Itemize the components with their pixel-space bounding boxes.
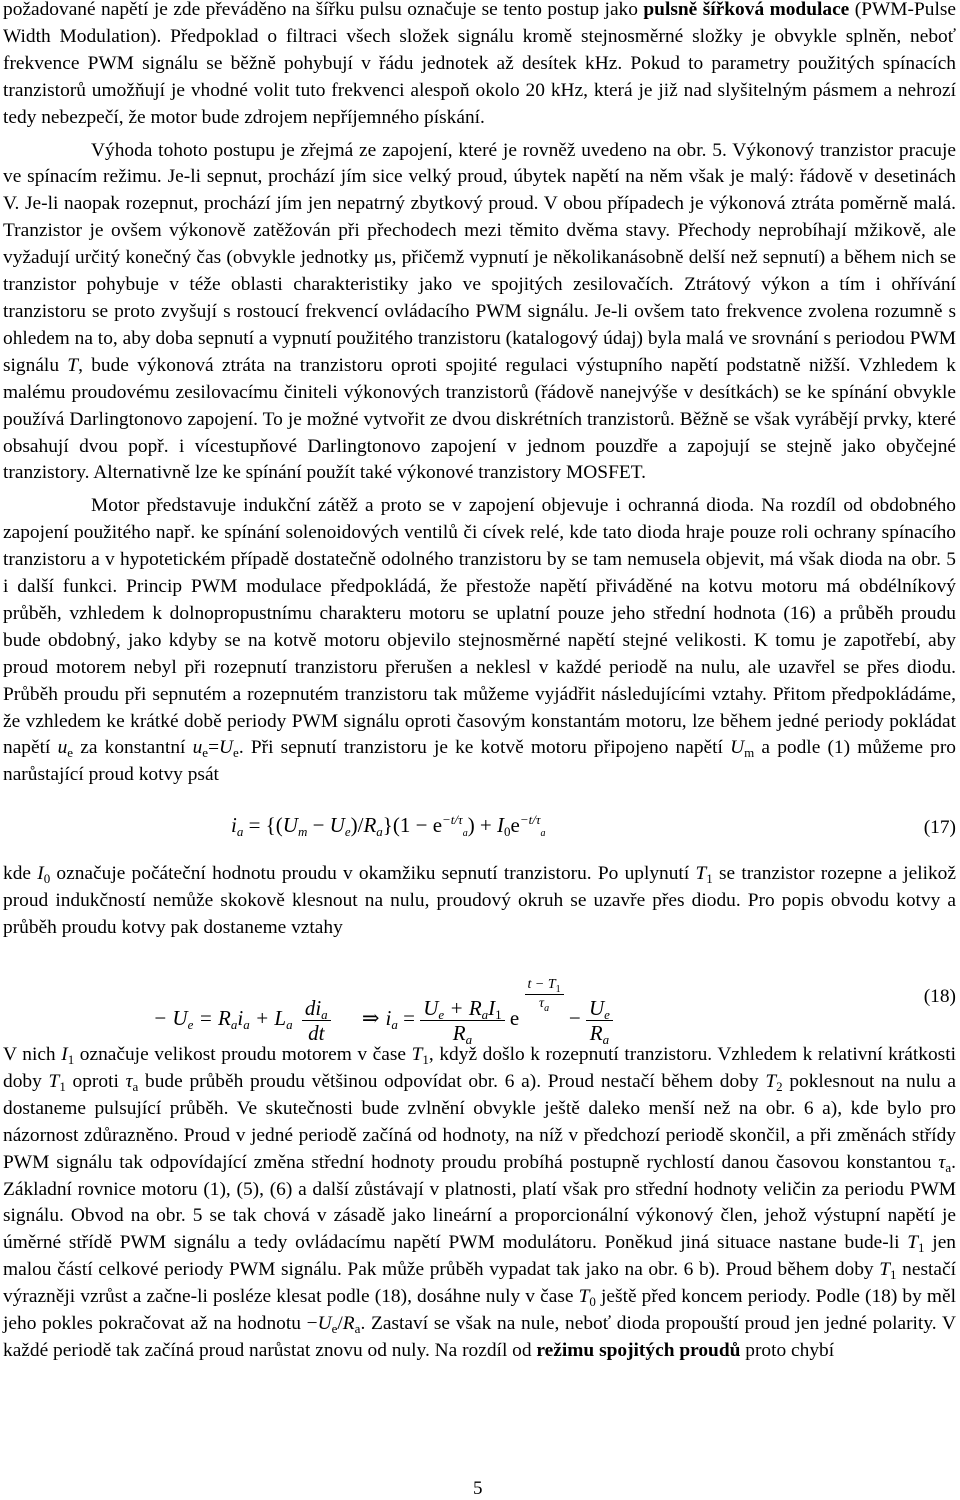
text: za konstantní — [73, 737, 193, 759]
text: se tranzistor rozepne a jelikož proud indukčností nemůže skokově klesnout na nulu, proudový okruh se uzavře přes diodu. Pro popis obvodu kotvy a průběh proudu kotvy pak dostaneme vztahy — [3, 863, 956, 939]
paragraph-transistor — [3, 138, 956, 488]
text: kde — [3, 863, 38, 885]
equation-body: $i_a = \{(U_m - U_e)/R_a\}(1 - e^{-t/\tau}_a) + I_0e^{-t/\tau}_a$ — [231, 812, 546, 840]
text: požadované napětí je zde převáděno na šířku pulsu označuje se tento postup jako — [3, 0, 644, 20]
subscript: e — [67, 745, 74, 761]
subscript: m — [744, 745, 755, 761]
document-page — [3, 0, 956, 1365]
subscript: 1 — [706, 871, 713, 887]
equation-number: (18) — [923, 986, 956, 1007]
text: označuje počáteční hodnotu proudu v okamžiku sepnutí tranzistoru. Po uplynutí — [50, 863, 696, 885]
equation-number: (17) — [923, 817, 956, 839]
text: . Při sepnutí tranzistoru je ke kotvě motoru připojeno napětí — [238, 737, 731, 759]
subscript: e — [233, 745, 239, 761]
equation-18 — [3, 946, 956, 1047]
subscript: e — [202, 745, 209, 761]
symbol: u — [57, 737, 68, 759]
text: (PWM-Pulse Width Modulation). Předpoklad o filtraci všech složek signálu kromě stejnosměrné složky je obvykle splněn, neboť frekvence PWM signálu se běžně pohybují v řádu jednotek až desítek kHz. Pokud to parametry použitých spínacích tranzistorů umožňují je vhodné volit tuto frekvenci alespoň okolo 20 kHz, která je již nad slyšitelným pásmem a nehrozí tedy nebezpečí, že motor bude zdrojem nepříjemného pískání. — [3, 0, 956, 128]
paragraph-pwm-intro — [3, 0, 956, 132]
symbol: T — [695, 863, 707, 885]
symbol: T — [67, 354, 79, 376]
paragraph-current-course: V nich $I_1$ označuje velikost proudu motorem v čase $T_1$, když došlo k rozepnutí tranzistoru. Vzhledem k relativní krátkosti doby $T_1$ oproti $\tau_a$ bude průběh proudu většinou odpovídat obr. 6 a). Proud nestačí během doby $T_2$ poklesnout na nulu a dostaneme pulsující průběh. Ve skutečnosti bude zvlnění obvykle ještě daleko menší než na obr. 6 a), kde bylo pro názornost zdůrazněno. Proud v jedné periodě začíná od hodnoty, na níž v předchozí periodě skončil, a při změnách střídy PWM signálu tak odpovídající změna střední hodnoty proudu probíhá postupně rychlostí danou časovou konstantou $\tau_a$. Základní rovnice motoru (1), (5), (6) a další zůstávají v platnosti, platí však pro střední hodnoty veličin za periodu PWM signálu. Obvod na obr. 5 se tak chová v zásadě jako lineární a proporcionální výkonový člen, jehož výstupní napětí je úměrné střídě PWM signálu a tedy ovládacímu napětí PWM modulátoru. Poněkud jiná situace nastane bude-li $T_1$ jen malou částí celkové periody PWM signálu. Pak může průběh vypadat tak jako na obr. 6 b). Proud během doby $T_1$ nestačí výrazněji vzrůst a začne-li posléze klesat podle (18), dosáhne nuly v čase $T_0$ ještě před koncem periody. Podle (18) by měl jeho pokles pokračovat až na hodnotu $-U_e/R_a$. Zastaví se však na nule, neboť dioda propouští proud jen jedné polarity. V každé periodě tak začíná proud narůstat znovu od nuly. Na rozdíl od režimu spojitých proudů proto chybí — [3, 1044, 957, 1361]
text: Výhoda tohoto postupu je zřejmá ze zapojení, které je rovněž uvedeno na obr. 5. Výkonový tranzistor pracuje ve spínacím režimu. Je-li sepnut, prochází jím sice velký proud, úbytek napětí na něm však je malý: řádově v desetinách V. Je-li naopak rozepnut, prochází jím jen nepatrný zbytkový proud. V obou případech je výkonová ztráta poměrně malá. Tranzistor je ovšem výkonově zatěžován při přechodech mezi těmito dvěma stavy. Přechody neprobíhají mžikově, ale vyžadují určitý konečný čas (obvykle jednotky μs, přičemž vypnutí je několikanásobně delší než sepnutí) a během nich se tranzistor pohybuje v téže oblasti charakteristiky jako ve spojitých zesilovačích. Ztrátový výkon a tím i ohřívání tranzistoru se proto zvyšují s rostoucí frekvencí ovládacího PWM signálu. Je-li ovšem tato frekvence zvolena rozumně s ohledem na to, aby doba sepnutí a vypnutí použitého tranzistoru (katalogový údaj) byla malá ve srovnání s periodou PWM signálu — [3, 139, 956, 376]
symbol: U — [730, 737, 745, 759]
equation-17 — [3, 799, 956, 859]
symbol: U — [219, 737, 234, 759]
paragraph-motor-diode — [3, 493, 956, 789]
symbol: u — [192, 737, 203, 759]
text: = — [208, 737, 220, 759]
text: , bude výkonová ztráta na tranzistoru oproti spojité regulaci výstupního napětí podstatně nižší. Vzhledem k malému proudovému zesilovacímu činiteli výkonových tranzistorů (řádově nanejvýše v desítkách) se ke spínání obvykle používá Darlingtonovo zapojení. To je možné vytvořit ze dvou diskrétních tranzistorů. Běžně se však vyrábějí prvky, které obsahují dvou popř. i vícestupňové Darlingtonovo zapojení v jednom pouzdře a zapojují se stejně jako obyčejné tranzistory. Alternativně lze ke spínání použít také výkonové tranzistory MOSFET. — [3, 354, 956, 484]
paragraph-diode-circuit — [3, 861, 956, 942]
equation-body: − $U_e = R_ai_a + L_a$ $\frac{di_a}{dt}$ ⇒ $i_a$ = $\frac{U_e + R_aI_1}{R_a}$ e $\frac{t - T_1}{\tau_a}$ − $\frac{U_e}{R_a}$ — [153, 976, 613, 1045]
bold-term: pulsně šířková modulace — [643, 0, 850, 20]
symbol: I — [37, 863, 44, 885]
subscript: 0 — [43, 871, 51, 887]
text: Motor představuje indukční zátěž a proto se v zapojení objevuje i ochranná dioda. Na rozdíl od obdobného zapojení použitého např. ke spínání solenoidových ventilů či cívek relé, kde tato dioda hraje pouze roli ochrany spínacího tranzistoru a v hypotetickém případě dostatečně odolného tranzistoru by se tam nemusela objevit, má však dioda na obr. 5 i další funkci. Princip PWM modulace předpokládá, že přestože napětí přiváděné na kotvu motoru má obdélníkový průběh, vzhledem k dolnopropustnímu charakteru motoru se uplatní pouze jeho střední hodnota (16) a průběh proudu bude obdobný, jako kdyby se na kotvě motoru objevilo stejnosměrné napětí stejné velikosti. K tomu je zapotřebí, aby proud motorem nebyl při rozepnutí tranzistoru přerušen a neklesl v každé periodě na nulu, ale uzavřel se přes diodu. Průběh proudu při sepnutém a rozepnutém tranzistoru tak můžeme vyjádřit následujícími vztahy. Přitom předpokládáme, že vzhledem ke krátké době periody PWM signálu oproti časovým konstantám motoru, lze během jedné periody pokládat napětí — [3, 495, 956, 759]
page-number: 5 — [473, 1478, 483, 1499]
text: a podle (1) můžeme pro narůstající proud kotvy psát — [3, 737, 956, 786]
